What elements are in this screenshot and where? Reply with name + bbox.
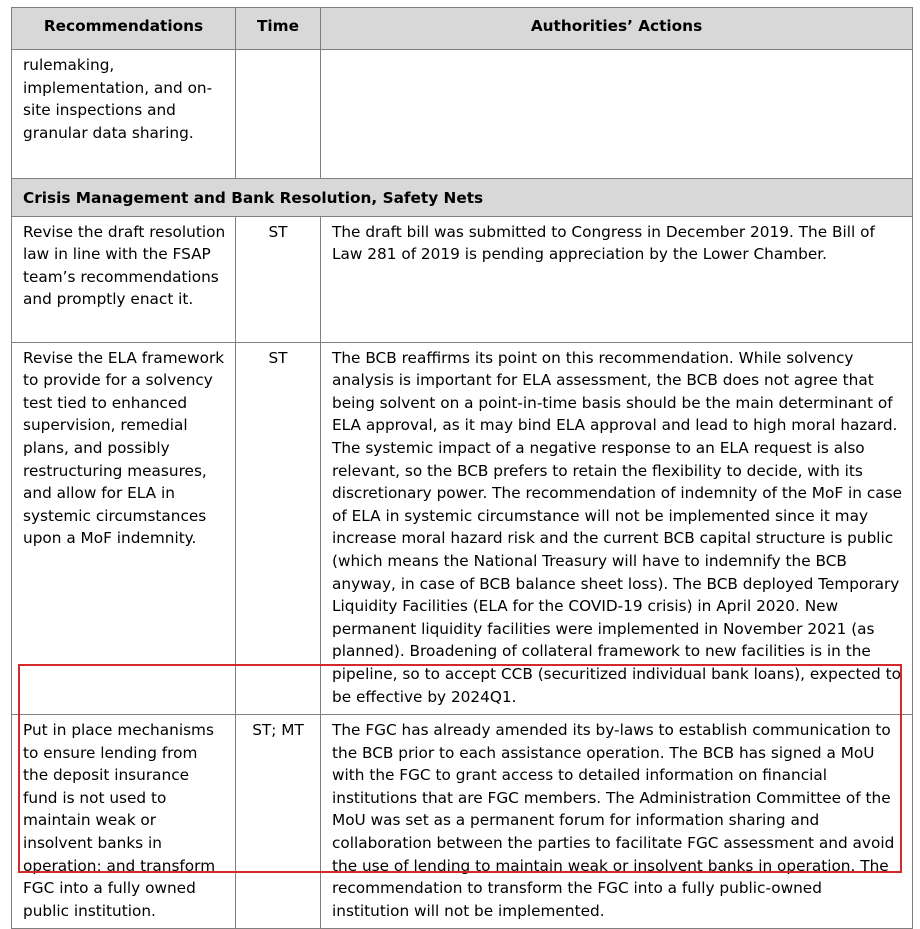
- header-time: Time: [236, 8, 321, 50]
- section-title: Crisis Management and Bank Resolution, Safety Nets: [12, 179, 913, 217]
- time-cell: [236, 50, 321, 179]
- recommendation-cell: rulemaking, implementation, and on-site inspections and granular data sharing.: [12, 50, 236, 179]
- header-authorities-actions: Authorities’ Actions: [321, 8, 913, 50]
- section-heading-row: [12, 179, 913, 217]
- table-row: [12, 342, 913, 715]
- header-recommendations: Recommendations: [12, 8, 236, 50]
- recommendations-table: [11, 7, 913, 929]
- recommendation-cell: Put in place mechanisms to ensure lending from the deposit insurance fund is not used to maintain weak or insolvent banks in operation; and transform FGC into a fully owned public institution.: [12, 715, 236, 929]
- action-cell: [321, 50, 913, 179]
- recommendation-cell: Revise the draft resolution law in line with the FSAP team’s recommendations and promptly enact it.: [12, 216, 236, 342]
- action-cell: The draft bill was submitted to Congress in December 2019. The Bill of Law 281 of 2019 is pending appreciation by the Lower Chamber.: [321, 216, 913, 342]
- table-row: [12, 715, 913, 929]
- action-cell: The BCB reaffirms its point on this recommendation. While solvency analysis is important for ELA assessment, the BCB does not agree that being solvent on a point-in-time basis should be the main determinant of ELA approval, as it may bind ELA approval and lead to high moral hazard. The systemic impact of a negative response to an ELA request is also relevant, so the BCB prefers to retain the flexibility to decide, with its discretionary power. The recommendation of indemnity of the MoF in case of ELA in systemic circumstance will not be implemented since it may increase moral hazard risk and the current BCB capital structure is public (which means the National Treasury will have to indemnify the BCB anyway, in case of BCB balance sheet loss). The BCB deployed Temporary Liquidity Facilities (ELA for the COVID-19 crisis) in April 2020. New permanent liquidity facilities were implemented in November 2021 (as planned). Broadening of collateral framework to new facilities is in the pipeline, so to accept CCB (securitized individual bank loans), expected to be effective by 2024Q1.: [321, 342, 913, 715]
- table-row-continued: [12, 50, 913, 179]
- time-cell: ST; MT: [236, 715, 321, 929]
- header-row: [12, 8, 913, 50]
- table-row: [12, 216, 913, 342]
- time-cell: ST: [236, 342, 321, 715]
- recommendation-cell: Revise the ELA framework to provide for a solvency test tied to enhanced supervision, remedial plans, and possibly restructuring measures, and allow for ELA in systemic circumstances upon a MoF indemnity.: [12, 342, 236, 715]
- action-cell: The FGC has already amended its by-laws to establish communication to the BCB prior to each assistance operation. The BCB has signed a MoU with the FGC to grant access to detailed information on financial institutions that are FGC members. The Administration Committee of the MoU was set as a permanent forum for information sharing and collaboration between the parties to facilitate FGC assessment and avoid the use of lending to maintain weak or insolvent banks in operation. The recommendation to transform the FGC into a fully public-owned institution will not be implemented.: [321, 715, 913, 929]
- time-cell: ST: [236, 216, 321, 342]
